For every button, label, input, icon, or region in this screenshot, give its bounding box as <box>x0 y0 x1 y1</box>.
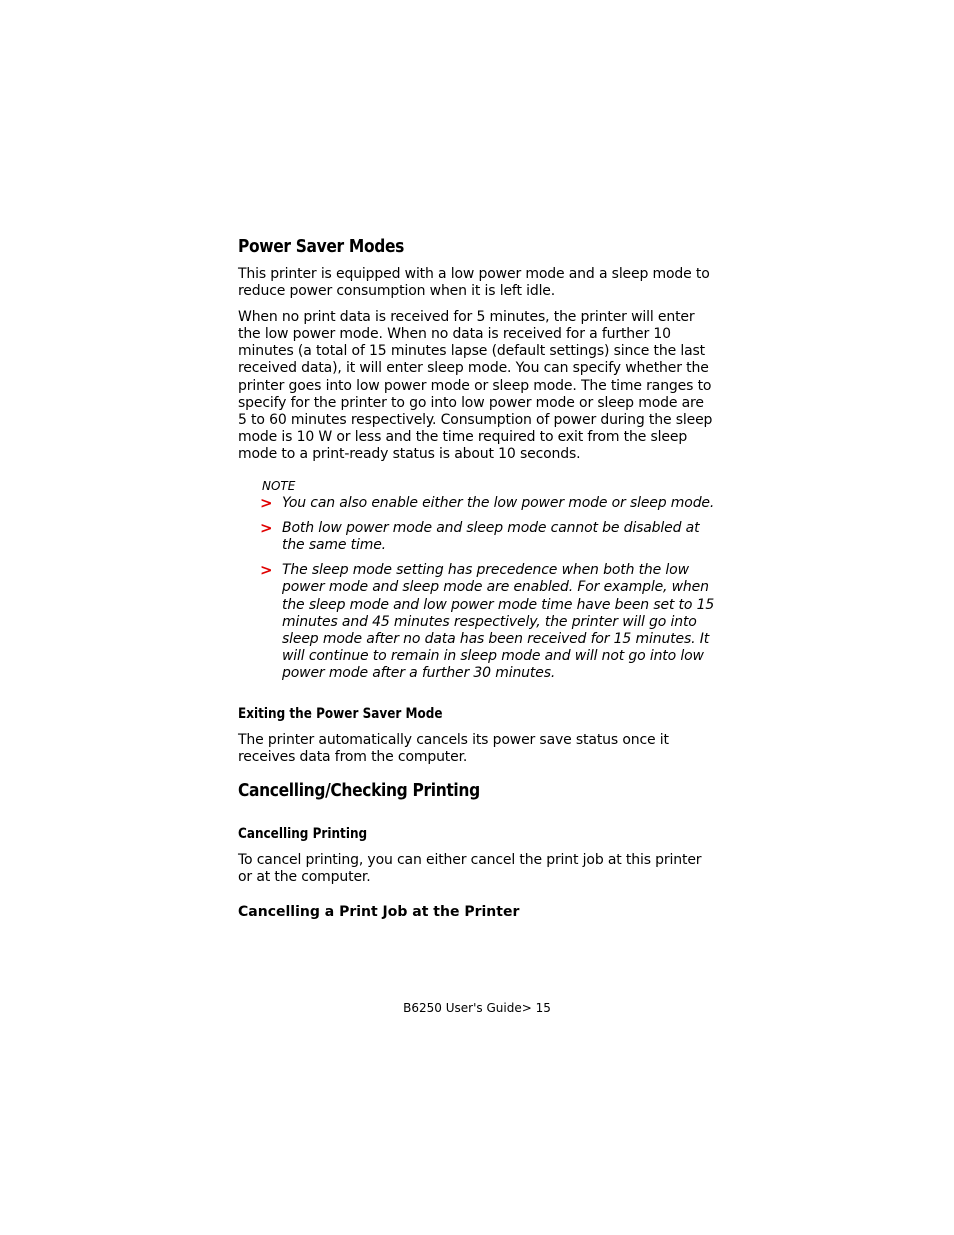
chevron-right-icon: > <box>260 561 273 580</box>
heading-exiting-power-saver: Exiting the Power Saver Mode <box>238 705 443 722</box>
note-list <box>238 495 716 682</box>
note-item <box>238 562 716 682</box>
heading-cancelling-printing: Cancelling Printing <box>238 826 368 843</box>
note-item <box>238 495 716 512</box>
chevron-right-icon: > <box>260 519 273 538</box>
paragraph-power-saver-intro: This printer is equipped with a low power mode and a sleep mode to reduce power consumption when it is left idle. <box>238 266 710 300</box>
heading-power-saver-modes: Power Saver Modes <box>238 236 405 257</box>
page-content <box>238 234 716 921</box>
page-footer: B6250 User's Guide> 15 <box>403 1001 551 1015</box>
note-text: You can also enable either the low power mode or sleep mode. <box>282 495 715 512</box>
note-item <box>238 520 716 554</box>
paragraph-exiting: The printer automatically cancels its power save status once it receives data from the computer. <box>238 731 669 766</box>
note-text: Both low power mode and sleep mode cannot be disabled at the same time. <box>282 520 700 554</box>
heading-cancelling-checking-printing: Cancelling/Checking Printing <box>238 780 480 802</box>
paragraph-power-saver-details: When no print data is received for 5 minutes, the printer will enter the low power mode. When no data is received for a further 10 minutes (a total of 15 minutes lapse (default settings) since the last received data), it will enter sleep mode. You can specify whether the printer goes into low power mode or sleep mode. The time ranges to specify for the printer to go into low power mode or sleep mode are 5 to 60 minutes respectively. Consumption of power during the sleep mode is 10 W or less and the time required to exit from the sleep mode to a print-ready status is about 10 seconds. <box>238 309 713 462</box>
heading-cancel-job-at-printer: Cancelling a Print Job at the Printer <box>238 904 520 921</box>
note-text: The sleep mode setting has precedence when both the low power mode and sleep mode are enabled. For example, when the sleep mode and low power mode time have been set to 15 minutes and 45 minutes respectively, the printer will go into sleep mode after no data has been received for 15 minutes. It will continue to remain in sleep mode and will not go into low power mode after a further 30 minutes. <box>282 562 715 681</box>
chevron-right-icon: > <box>260 494 273 513</box>
note-label: NOTE <box>262 479 296 494</box>
paragraph-cancelling-printing: To cancel printing, you can either cancel the print job at this printer or at the computer. <box>238 852 702 886</box>
